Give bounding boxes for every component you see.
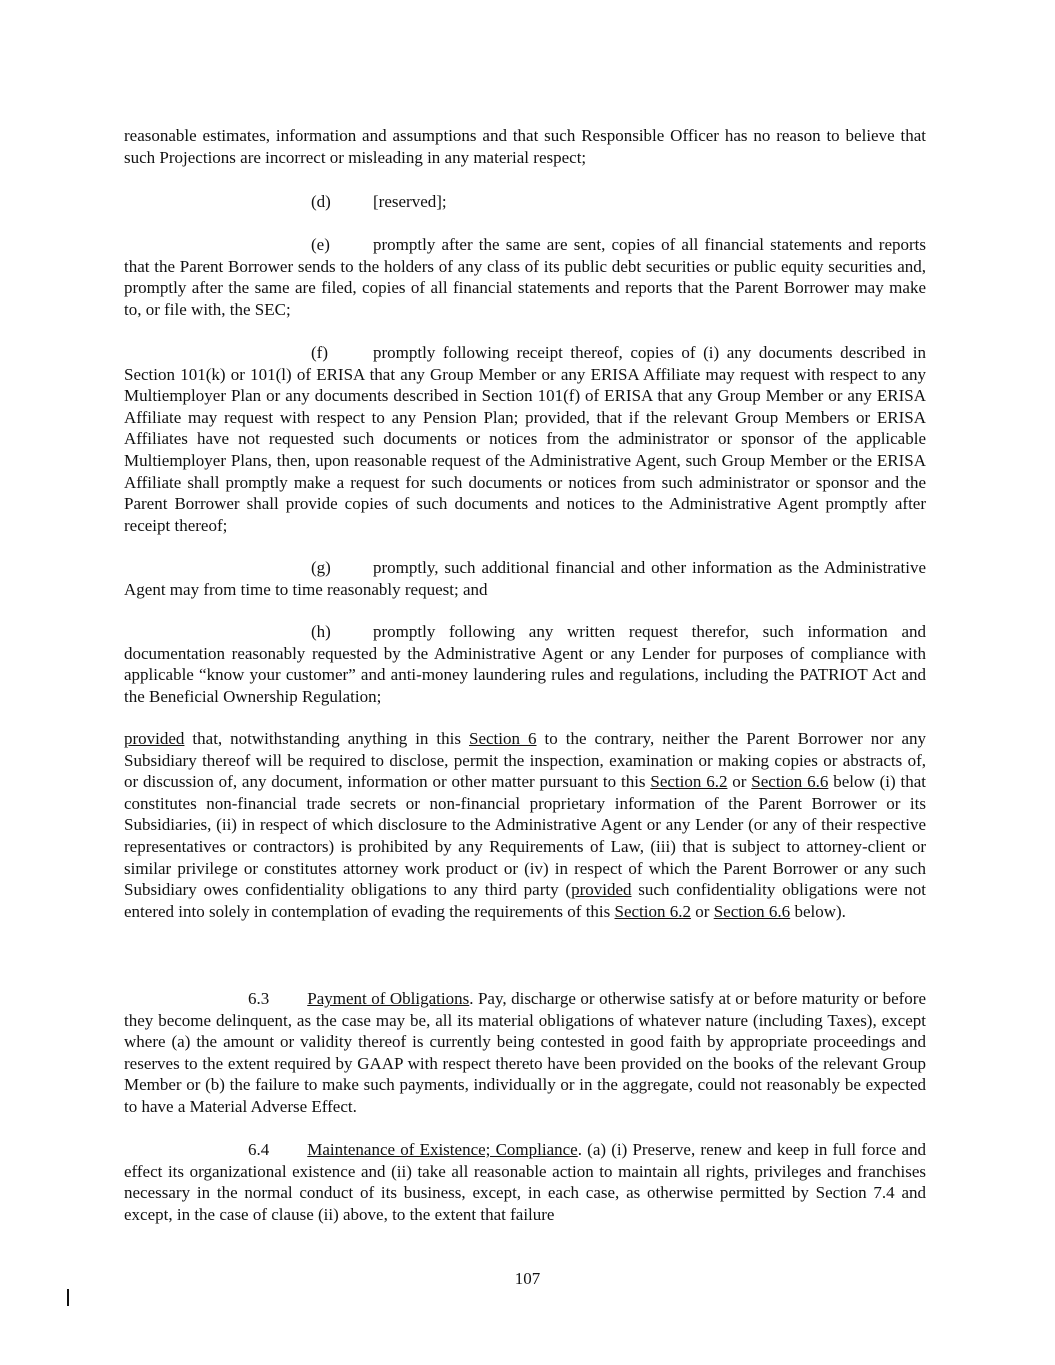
section-body: . Pay, discharge or otherwise satisfy at or before maturity or before they become delinquent, as the case may be, all its material obligations of whatever nature (including Taxes), except where (a) the amount or validity thereof is currently being contested in good faith by appropriate proceedings and reserves to the extent required by GAAP with respect thereto have been provided on the books of the relevant Group Member or (b) the failure to make such payments, individually or in the aggregate, could not reasonably be expected to have a Material Adverse Effect. bbox=[124, 989, 926, 1116]
proviso-text: such confidentiality obligations were not entered into solely in contemplation of evading the requirements of this bbox=[124, 880, 926, 921]
proviso-provided: provided bbox=[571, 880, 632, 900]
clause-d bbox=[124, 191, 926, 213]
section-6-6-reference: Section 6.6 bbox=[713, 901, 791, 921]
proviso-provided: provided bbox=[124, 729, 185, 748]
clause-h bbox=[124, 621, 926, 707]
clause-label: (d) bbox=[311, 192, 331, 211]
clause-text: [reserved]; bbox=[373, 192, 447, 211]
clause-label: (e) bbox=[311, 235, 330, 254]
clause-label: (g) bbox=[311, 558, 331, 577]
section-heading: Maintenance of Existence; Compliance bbox=[307, 1140, 578, 1159]
clause-text: promptly after the same are sent, copies of all financial statements and reports that the Parent Borrower sends to the holders of any class of its public debt securities or public equity securities and, promptly after the same are filed, copies of all financial statements and reports that the Parent Borrower may make to, or file with, the SEC; bbox=[124, 235, 926, 319]
clause-e bbox=[124, 234, 926, 320]
proviso-text: below (i) that constitutes non-financial trade secrets or non-financial proprietary information of the Parent Borrower or its Subsidiaries, (ii) in respect of which disclosure to the Administrative Agent or any Lender (or any of their respective representatives or contractors) is prohibited by any Requirements of Law, (iii) that is subject to attorney-client or similar privilege or constitutes attorney work product or (iv) in respect of which the Parent Borrower or any such Subsidiary owes confidentiality obligations to any third party ( bbox=[124, 772, 926, 900]
intro-paragraph bbox=[124, 125, 926, 168]
proviso-text: or bbox=[691, 901, 714, 921]
intro-text: reasonable estimates, information and assumptions and that such Responsible Officer has no reason to believe that such Projections are incorrect or misleading in any material respect; bbox=[124, 126, 926, 167]
section-heading: Payment of Obligations bbox=[307, 989, 470, 1008]
section-body: . (a) (i) Preserve, renew and keep in full force and effect its organizational existence and (ii) take all reasonable action to maintain all rights, privileges and franchises necessary in the normal conduct of its business, except, in each case, as otherwise permitted by Section 7.4 and except, in the case of clause (ii) above, to the extent that failure bbox=[124, 1140, 926, 1224]
clause-text: promptly, such additional financial and other information as the Administrative Agent may from time to time reasonably request; and bbox=[124, 558, 926, 599]
proviso-text: to the contrary, neither the Parent Borrower nor any Subsidiary thereof will be required to disclose, permit the inspection, examination or making copies or abstracts of, or discussion of, any document, information or other matter pursuant to this bbox=[124, 729, 926, 792]
section-6-6-reference: Section 6.6 bbox=[751, 772, 829, 792]
proviso-text: or bbox=[727, 772, 752, 792]
clause-label: (h) bbox=[311, 622, 331, 641]
clause-text: promptly following receipt thereof, copies of (i) any documents described in Section 101(k) or 101(l) of ERISA that any Group Member or any ERISA Affiliate may request with respect to any Multiemployer Plan or any documents described in Section 101(f) of ERISA that any Group Member or any ERISA Affiliate may request with respect to any Pension Plan; provided, that if the relevant Group Members or ERISA Affiliates have not requested such documents or notices from the administrator or sponsor of the applicable Multiemployer Plans, then, upon reasonable request of the Administrative Agent, such Group Member or the ERISA Affiliate shall promptly make a request for such documents or notices from such administrator or sponsor and the Parent Borrower shall provide copies of such documents and notices to the Administrative Agent promptly after receipt thereof; bbox=[124, 343, 926, 535]
section-6-reference: Section 6 bbox=[469, 729, 537, 748]
section-number: 6.4 bbox=[248, 1140, 270, 1159]
clause-g bbox=[124, 557, 926, 600]
proviso-paragraph bbox=[124, 728, 926, 922]
page-number: 107 bbox=[514, 1269, 541, 1288]
clause-text: promptly following any written request therefor, such information and documentation reasonably requested by the Administrative Agent or any Lender for purposes of compliance with applicable “know your customer” and anti-money laundering rules and regulations, including the PATRIOT Act and the Beneficial Ownership Regulation; bbox=[124, 622, 926, 706]
section-6-4 bbox=[124, 1139, 926, 1225]
section-6-3 bbox=[124, 988, 926, 1118]
section-6-2-reference: Section 6.2 bbox=[650, 772, 728, 792]
clause-f bbox=[124, 342, 926, 536]
proviso-text: that, notwithstanding anything in this bbox=[184, 729, 469, 748]
clause-label: (f) bbox=[311, 343, 328, 362]
section-number: 6.3 bbox=[248, 989, 270, 1008]
section-6-2-reference: Section 6.2 bbox=[614, 901, 692, 921]
proviso-text: below). bbox=[790, 901, 846, 921]
revision-bar bbox=[67, 1289, 69, 1306]
